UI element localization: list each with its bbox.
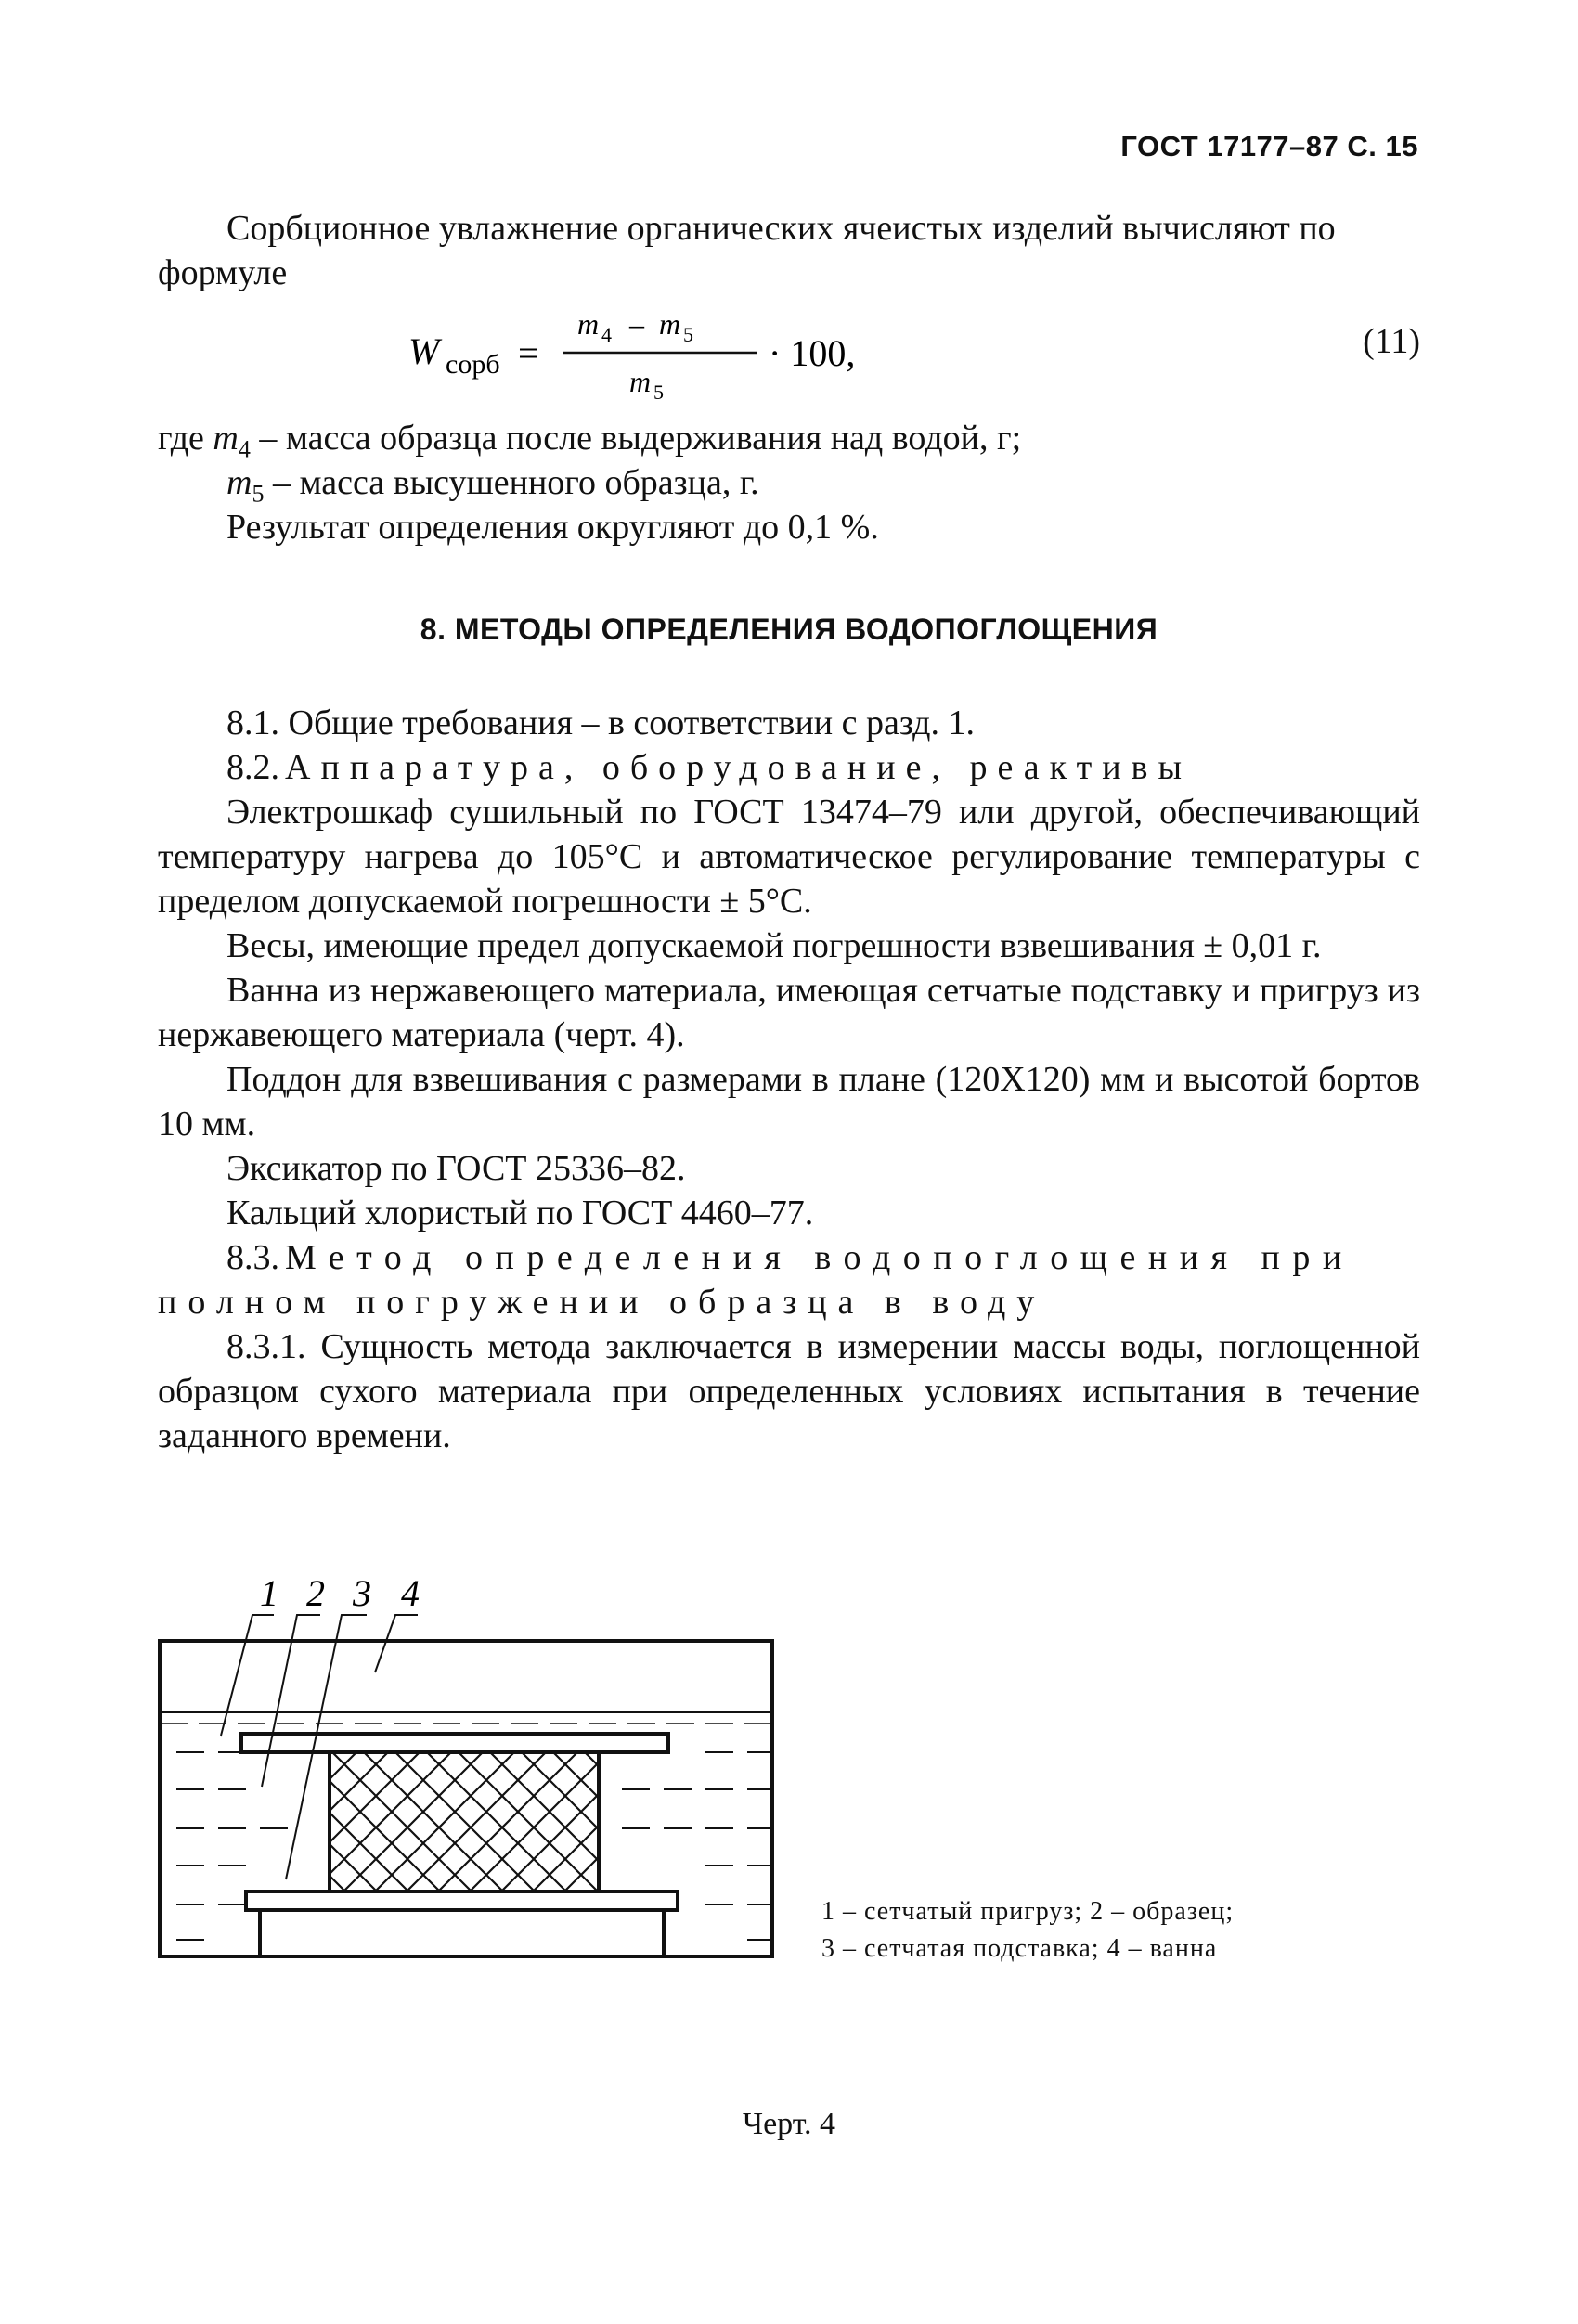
formula-den-sub: 5 bbox=[653, 381, 664, 404]
formula-den: m bbox=[629, 365, 652, 398]
para-scales: Весы, имеющие предел допускаемой погрешности взвешивания ± 0,01 г. bbox=[226, 926, 1322, 965]
standard-code: ГОСТ 17177–87 bbox=[1120, 130, 1339, 162]
formula-num-a: m bbox=[577, 307, 600, 341]
figure-caption: Черт. 4 bbox=[742, 2107, 836, 2141]
figure-legend bbox=[821, 1893, 1234, 1968]
para-8-2-title: Аппаратура, оборудование, реактивы bbox=[285, 748, 1193, 787]
para-oven: Электрошкаф сушильный по ГОСТ 13474–79 или другой, обеспечивающий температуру нагрева до 105°С и автоматическое регулирование температуры с пределом допускаемой погрешности ± 5°С. bbox=[158, 793, 1420, 921]
fig-label-3: 3 bbox=[353, 1572, 371, 1614]
para-8-3-line-1 bbox=[226, 1235, 1354, 1280]
m5-description: – масса высушенного образца, г. bbox=[272, 463, 759, 502]
m4-sub: 4 bbox=[238, 435, 251, 463]
where-prefix: где bbox=[158, 419, 204, 458]
m5-sub: 5 bbox=[252, 480, 265, 508]
page-header bbox=[1120, 130, 1418, 163]
m4-description: – масса образца после выдерживания над водой, г; bbox=[259, 419, 1022, 458]
intro-line-2: формуле bbox=[158, 253, 288, 292]
formula-minus: – bbox=[629, 307, 644, 341]
mesh-stand bbox=[246, 1891, 678, 1910]
equation-number: (11) bbox=[1363, 322, 1420, 361]
formula-equals: = bbox=[518, 332, 539, 374]
formula-11 bbox=[399, 306, 1420, 408]
para-8-3-title-1: Метод определения водопоглощения при bbox=[285, 1238, 1354, 1277]
para-8-3-number: 8.3. bbox=[226, 1238, 279, 1277]
para-8-2-heading bbox=[226, 745, 1192, 790]
formula-multiplier: · 100, bbox=[769, 332, 856, 374]
m5-var: m bbox=[226, 463, 252, 502]
formula-lhs-sub: сорб bbox=[446, 349, 500, 380]
formula-lhs: W bbox=[408, 330, 440, 372]
fig-label-4: 4 bbox=[401, 1572, 420, 1614]
formula-num-b: m bbox=[659, 307, 681, 341]
para-8-1: 8.1. Общие требования – в соответствии с разд. 1. bbox=[226, 704, 976, 742]
formula-num-a-sub: 4 bbox=[601, 323, 612, 346]
para-8-3-1: 8.3.1. Сущность метода заключается в измерении массы воды, поглощенной образцом сухого материала при определенных условиях испытания в течение заданного времени. bbox=[158, 1327, 1420, 1455]
para-desiccator: Эксикатор по ГОСТ 25336–82. bbox=[226, 1149, 686, 1188]
fig-label-1: 1 bbox=[260, 1572, 278, 1614]
para-bath: Ванна из нержавеющего материала, имеющая сетчатые подставку и пригруз из нержавеющего материала (черт. 4). bbox=[158, 971, 1420, 1054]
rounding-note: Результат определения округляют до 0,1 %. bbox=[226, 508, 879, 547]
section-title: 8. МЕТОДЫ ОПРЕДЕЛЕНИЯ ВОДОПОГЛОЩЕНИЯ bbox=[420, 613, 1158, 646]
intro-line-1: Сорбционное увлажнение органических ячеистых изделий вычисляют по bbox=[226, 209, 1336, 248]
fig-label-2: 2 bbox=[306, 1572, 325, 1614]
figure-bath-diagram bbox=[139, 1559, 808, 1968]
para-calcium: Кальций хлористый по ГОСТ 4460–77. bbox=[226, 1194, 814, 1233]
legend-line-1: 1 – сетчатый пригруз; 2 – образец; bbox=[821, 1897, 1235, 1926]
formula-num-b-sub: 5 bbox=[683, 323, 693, 346]
formula-graphic bbox=[399, 306, 1420, 408]
legend-line-2: 3 – сетчатая подставка; 4 – ванна bbox=[821, 1934, 1218, 1963]
para-tray: Поддон для взвешивания с размерами в плане (120Х120) мм и высотой бортов 10 мм. bbox=[158, 1060, 1420, 1143]
para-8-2-number: 8.2. bbox=[226, 748, 279, 787]
sample bbox=[330, 1752, 599, 1891]
page-number: С. 15 bbox=[1347, 130, 1418, 162]
m4-var: m bbox=[213, 419, 239, 458]
para-8-3-line-2: полном погружении образца в воду bbox=[158, 1283, 1046, 1322]
mesh-weight bbox=[241, 1734, 668, 1752]
